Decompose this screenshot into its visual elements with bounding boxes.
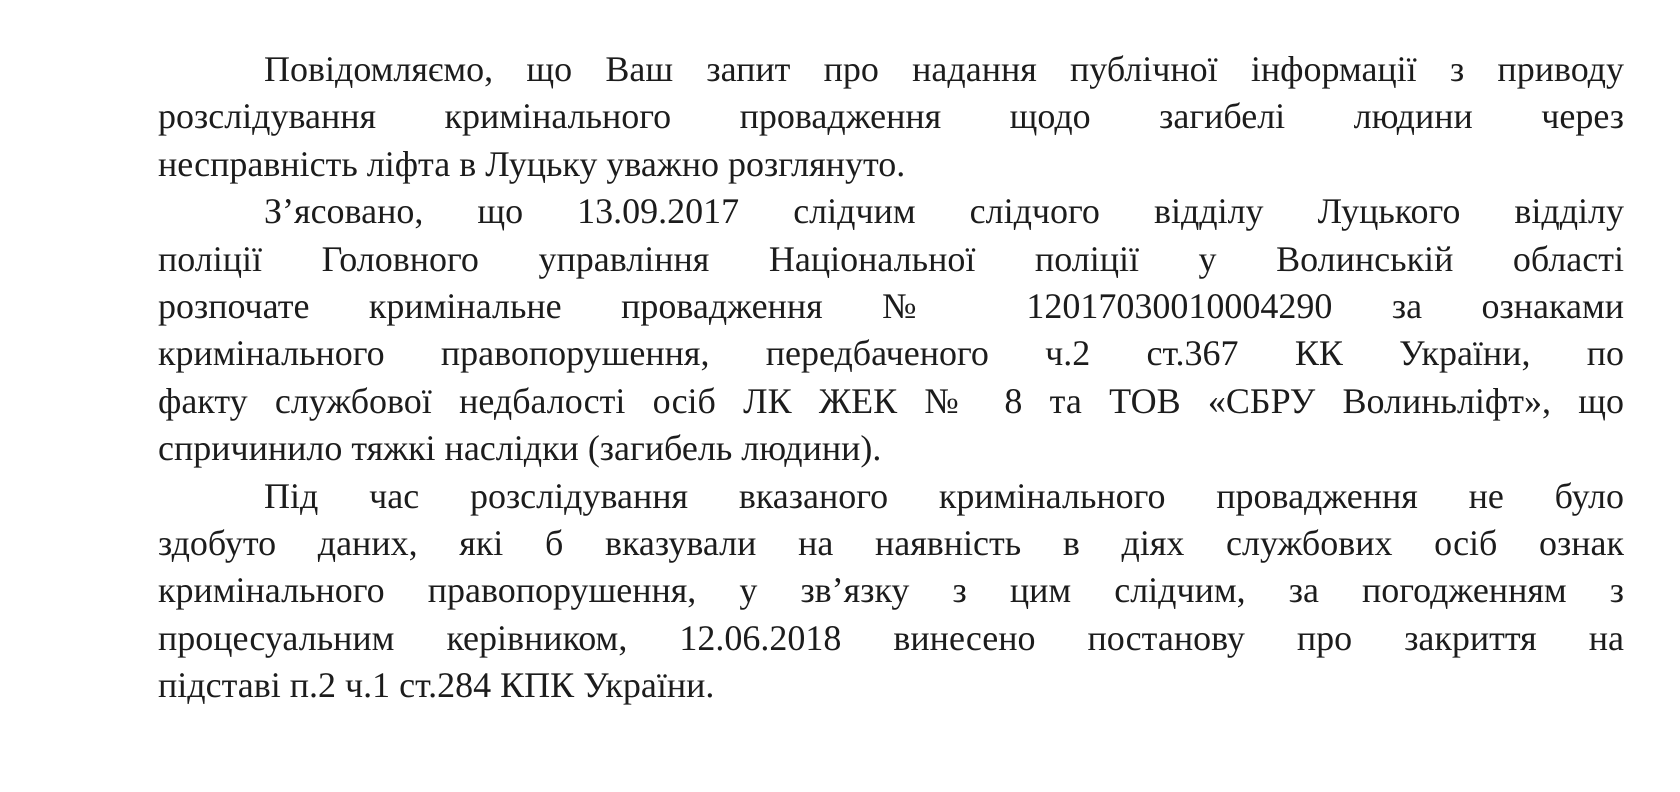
paragraph-line: кримінального правопорушення, у зв’язку з цим слідчим, за погодженням з xyxy=(158,570,1624,611)
paragraph-line: факту службової недбалості осіб ЛК ЖЕК № 8 та ТОВ «СБРУ Волиньліфт», що xyxy=(158,380,1624,421)
paragraph-line: З’ясовано, що 13.09.2017 слідчим слідчого відділу Луцького відділу xyxy=(264,191,1624,232)
paragraph-line: підставі п.2 ч.1 ст.284 КПК України. xyxy=(158,665,715,706)
paragraph-line: Повідомляємо, що Ваш запит про надання публічної інформації з приводу xyxy=(264,49,1624,89)
paragraph-line: Під час розслідування вказаного кримінального провадження не було xyxy=(264,475,1624,516)
paragraph-line: кримінального правопорушення, передбаченого ч.2 ст.367 КК України, по xyxy=(158,333,1624,374)
paragraph-criminal-proceedings xyxy=(158,188,1624,472)
paragraph-line: поліції Головного управління Національної поліції у Волинській області xyxy=(158,238,1624,279)
paragraph-line: процесуальним керівником, 12.06.2018 винесено постанову про закриття на xyxy=(158,617,1624,658)
paragraph-line: розслідування кримінального провадження щодо загибелі людини через xyxy=(158,96,1624,137)
paragraph-request-reviewed xyxy=(158,46,1624,188)
paragraph-line: розпочате кримінальне провадження № 12017030010004290 за ознаками xyxy=(158,286,1624,327)
document-body xyxy=(158,46,1624,710)
paragraph-line: несправність ліфта в Луцьку уважно розглянуто. xyxy=(158,143,906,184)
paragraph-line: здобуто даних, які б вказували на наявність в діях службових осіб ознак xyxy=(158,523,1624,564)
paragraph-line: спричинило тяжкі наслідки (загибель людини). xyxy=(158,428,882,469)
paragraph-investigation-closed xyxy=(158,473,1624,710)
